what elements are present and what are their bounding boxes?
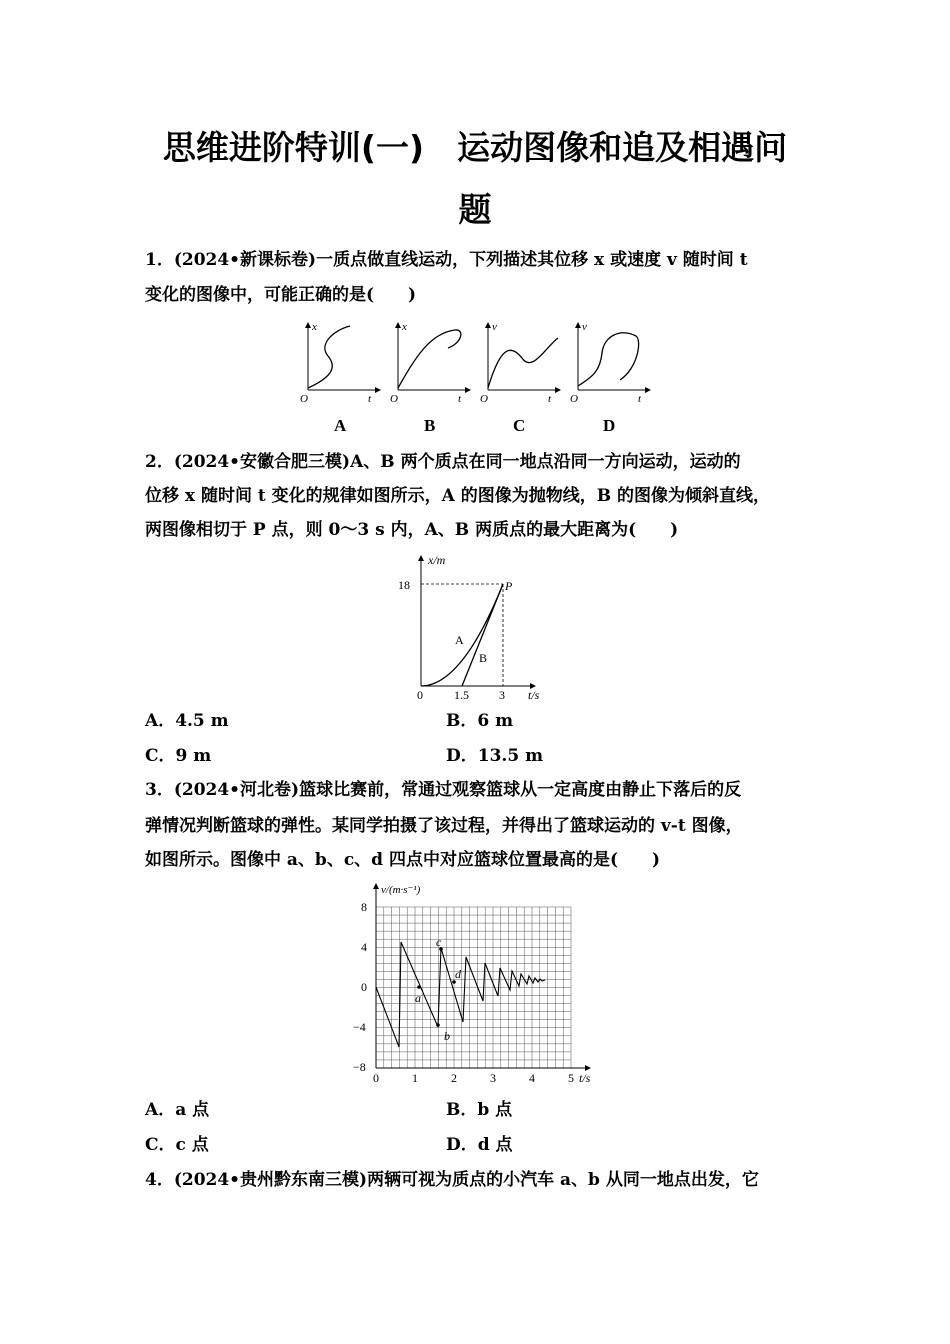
q1-b-ylabel: x: [402, 321, 407, 333]
q3-xtick-4: 4: [529, 1071, 535, 1085]
q1-graph-b: [390, 321, 470, 435]
q2-text-line3: 两图像相切于 P 点，则 0～3 s 内，A、B 两质点的最大距离为( ): [145, 520, 679, 540]
q2-option-a[interactable]: A．4.5 m: [145, 711, 229, 731]
q3-label-a: a: [415, 991, 421, 1005]
q3-ytick-neg8: −8: [353, 1060, 366, 1074]
q4-text-line1: 4．(2024•贵州黔东南三模)两辆可视为质点的小汽车 a、b 从同一地点出发，它: [145, 1170, 759, 1190]
q3-point-a: [417, 985, 421, 989]
q1-c-label: C: [513, 416, 526, 435]
q2-label-a: A: [455, 633, 464, 647]
q3-xtick-1: 1: [412, 1071, 418, 1085]
q1-c-ylabel: v: [492, 321, 497, 333]
q3-text-line2: 弹情况判断篮球的弹性。某同学拍摄了该过程，并得出了篮球运动的 v-t 图像，: [145, 816, 743, 836]
q3-option-b[interactable]: B．b 点: [446, 1100, 513, 1120]
q1-b-origin: O: [390, 393, 398, 405]
q1-d-origin: O: [570, 393, 578, 405]
q3-text-line3: 如图所示。图像中 a、b、c、d 四点中对应篮球位置最高的是( ): [145, 850, 661, 870]
q3-ytick-0: 0: [361, 980, 367, 994]
q1-a-xlabel: t: [368, 393, 372, 405]
q3-option-c[interactable]: C．c 点: [145, 1135, 209, 1155]
q3-figure: [345, 880, 605, 1090]
q3-velocity-line: [376, 942, 545, 1047]
q2-figure: [395, 552, 555, 700]
q3-xtick-5: 5: [568, 1071, 574, 1085]
q2-label-p: P: [505, 579, 513, 593]
q3-xtick-2: 2: [451, 1071, 457, 1085]
q3-ytick-8: 8: [361, 900, 367, 914]
q3-option-d[interactable]: D．d 点: [446, 1135, 513, 1155]
q1-figure: [290, 318, 660, 438]
q2-xtick-2: 3: [499, 688, 505, 700]
q1-b-xlabel: t: [458, 393, 462, 405]
q2-xlabel: t/s: [528, 688, 540, 700]
q1-c-origin: O: [480, 393, 488, 405]
q1-d-label: D: [603, 416, 616, 435]
q1-graph-c: [480, 321, 560, 435]
q1-a-label: A: [334, 416, 347, 435]
q3-label-b: b: [444, 1029, 450, 1043]
q2-ytick-18: 18: [398, 578, 410, 592]
q2-label-b: B: [479, 651, 488, 665]
q3-xtick-3: 3: [490, 1071, 496, 1085]
q2-ylabel: x/m: [428, 553, 446, 567]
q1-a-origin: O: [300, 393, 308, 405]
q3-label-d: d: [455, 967, 461, 981]
q2-xtick-1: 1.5: [454, 688, 469, 700]
q2-option-d[interactable]: D．13.5 m: [446, 746, 544, 766]
q1-c-xlabel: t: [548, 393, 552, 405]
q2-line-b: [462, 584, 503, 686]
q2-text-line2: 位移 x 随时间 t 变化的规律如图所示，A 的图像为抛物线，B 的图像为倾斜直线，: [145, 486, 771, 506]
q1-d-ylabel: v: [582, 321, 587, 333]
q3-text-line1: 3．(2024•河北卷)篮球比赛前，常通过观察篮球从一定高度由静止下落后的反: [145, 780, 742, 800]
page-title: 思维进阶特训(一) 运动图像和追及相遇问: [162, 128, 788, 167]
q3-xlabel: t/s: [579, 1071, 591, 1085]
q1-text-line1: 1．(2024•新课标卷)一质点做直线运动，下列描述其位移 x 或速度 v 随时间 t: [145, 250, 748, 270]
q3-label-c: c: [436, 935, 442, 949]
q3-grid: [376, 907, 571, 1068]
q1-a-ylabel: x: [312, 321, 317, 333]
q2-text-line1: 2．(2024•安徽合肥三模)A、B 两个质点在同一地点沿同一方向运动，运动的: [145, 452, 741, 472]
q2-option-b[interactable]: B．6 m: [446, 711, 514, 731]
q1-graph-d: [570, 321, 650, 435]
q3-ytick-neg4: −4: [353, 1020, 366, 1034]
page-title-continued: 题: [458, 190, 492, 229]
q3-option-a[interactable]: A．a 点: [145, 1100, 210, 1120]
q3-ylabel: v/(m·s⁻¹): [381, 884, 421, 896]
q2-xtick-0: 0: [417, 688, 423, 700]
q3-xtick-0: 0: [373, 1071, 379, 1085]
q1-d-xlabel: t: [638, 393, 642, 405]
q1-text-line2: 变化的图像中，可能正确的是( ): [145, 285, 417, 305]
q3-point-b: [436, 1023, 440, 1027]
q3-ytick-4: 4: [361, 940, 367, 954]
q2-option-c[interactable]: C．9 m: [145, 746, 212, 766]
q1-b-label: B: [424, 416, 436, 435]
q1-graph-a: [300, 321, 380, 435]
